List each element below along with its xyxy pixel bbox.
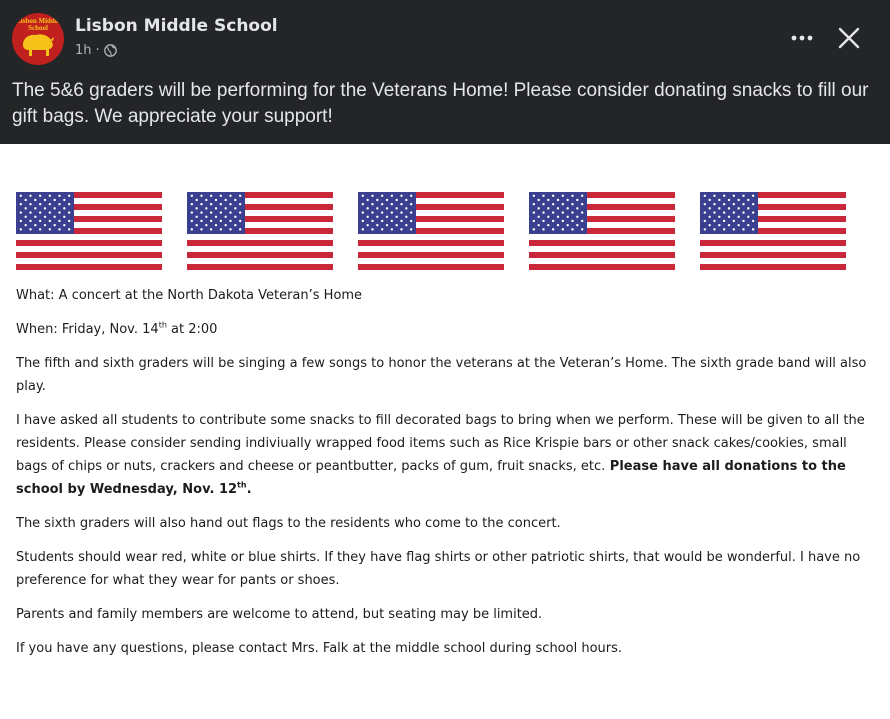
meta-separator: · xyxy=(95,43,100,58)
flyer-paragraph-2 xyxy=(16,409,878,501)
flyer-text xyxy=(16,284,878,671)
flag-row xyxy=(0,192,890,272)
when-prefix: When: Friday, Nov. 14 xyxy=(16,322,159,337)
post-time[interactable]: 1h xyxy=(75,43,92,58)
close-icon xyxy=(832,20,866,56)
american-flag-icon xyxy=(529,192,675,270)
american-flag-icon xyxy=(358,192,504,270)
post-image[interactable] xyxy=(0,144,890,719)
flyer-when xyxy=(16,318,878,341)
flyer-paragraph-5: Parents and family members are welcome to attend, but seating may be limited. xyxy=(16,607,543,622)
more-options-button[interactable] xyxy=(786,24,818,52)
flyer-what: What: A concert at the North Dakota Veteran’s Home xyxy=(16,288,363,303)
page-name[interactable]: Lisbon Middle School xyxy=(75,16,278,36)
p2-bold-sup: th xyxy=(237,480,247,490)
when-sup: th xyxy=(158,320,167,330)
globe-icon xyxy=(104,44,117,57)
when-suffix: at 2:00 xyxy=(166,322,218,337)
post-text: The 5&6 graders will be performing for the Veterans Home! Please consider donating snacks to fill our gift bags. We appreciate your support! xyxy=(12,80,869,127)
p2-bold-end: . xyxy=(246,482,252,497)
flyer-paragraph-3: The sixth graders will also hand out flags to the residents who come to the concert. xyxy=(16,516,561,531)
american-flag-icon xyxy=(187,192,333,270)
more-icon xyxy=(790,35,814,41)
buffalo-icon xyxy=(20,31,56,59)
p2-bold-text: Please have all donations to the school by Wednesday, Nov. 12 xyxy=(16,459,846,497)
flyer-paragraph-6: If you have any questions, please contact Mrs. Falk at the middle school during school hours. xyxy=(16,641,623,656)
avatar-logo-text: Lisbon Middle School xyxy=(16,17,60,32)
avatar[interactable] xyxy=(12,13,64,65)
post-header xyxy=(0,0,890,144)
american-flag-icon xyxy=(16,192,162,270)
close-button[interactable] xyxy=(832,20,866,56)
flyer-paragraph-1: The fifth and sixth graders will be singing a few songs to honor the veterans at the Veteran’s Home. The sixth grade band will also play. xyxy=(16,356,867,394)
american-flag-icon xyxy=(700,192,846,270)
post-meta xyxy=(75,43,117,58)
flyer-paragraph-4: Students should wear red, white or blue shirts. If they have flag shirts or other patriotic shirts, that would be wonderful. I have no preference for what they wear for pants or shoes. xyxy=(16,550,861,588)
p2-text: I have asked all students to contribute some snacks to fill decorated bags to bring when we perform. These will be given to all the residents. Please consider sending indiviually wrapped food items such as Rice Krispie bars or other snack cakes/cookies, small bags of chips or nuts, crackers and cheese or peantbutter, packs of gum, fruit snacks, etc. xyxy=(16,413,865,474)
